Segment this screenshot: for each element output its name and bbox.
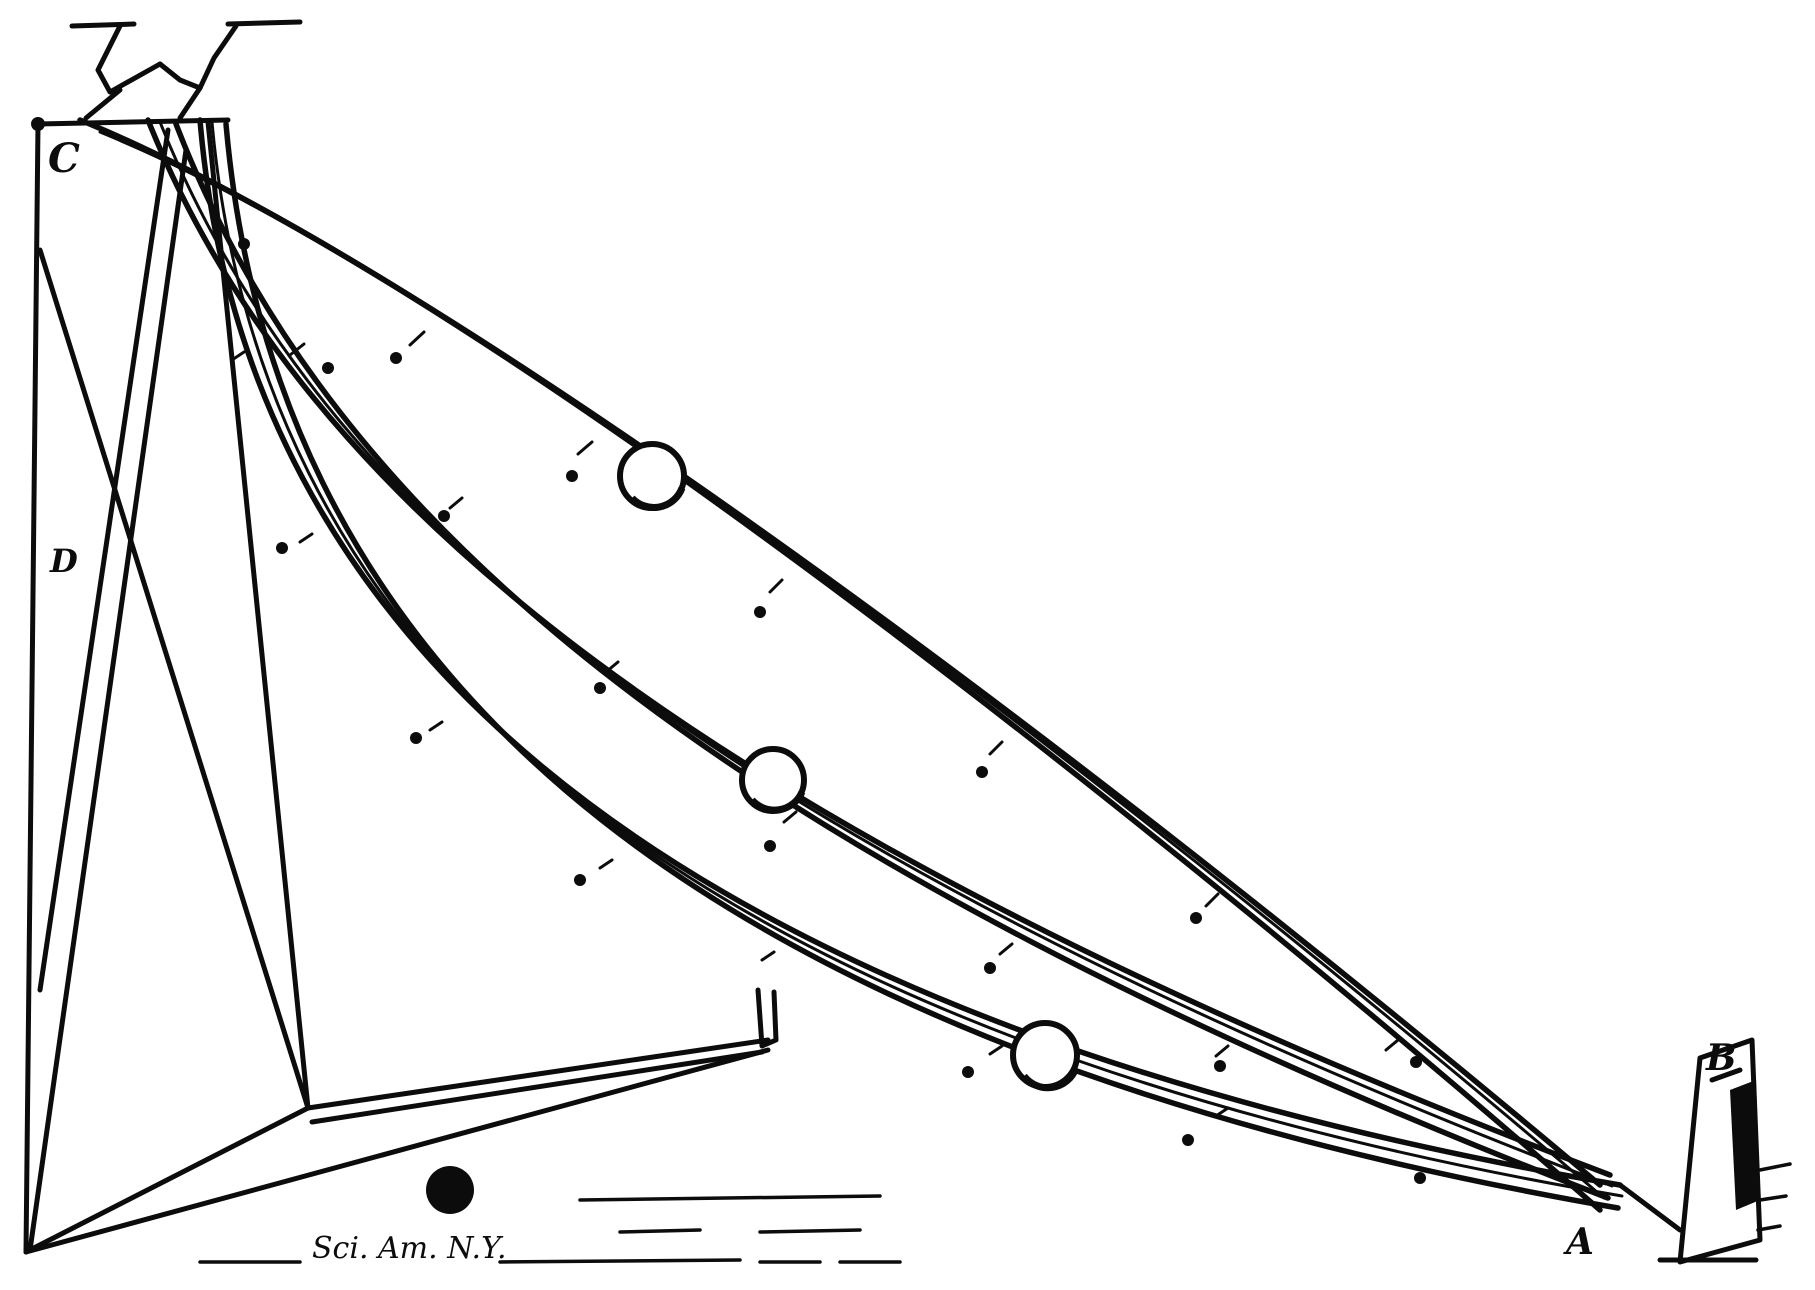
track-middle xyxy=(148,120,1612,1198)
engraver-signature: Sci. Am. N.Y. xyxy=(312,1231,507,1266)
pivot-knob xyxy=(31,117,45,131)
frame-base-strut-2 xyxy=(26,1050,768,1252)
end-stop xyxy=(1620,1040,1790,1262)
ball-on-cycloid-track xyxy=(1013,1023,1077,1088)
label-a: A xyxy=(1566,1221,1594,1263)
label-b: B xyxy=(1706,1037,1737,1079)
frame-base-strut-3 xyxy=(308,1040,768,1108)
track-straight xyxy=(80,120,1604,1210)
balls xyxy=(426,444,1077,1214)
frame-bracket xyxy=(758,990,776,1046)
frame-brace-2 xyxy=(30,150,186,1250)
ball-on-straight-track xyxy=(620,444,684,508)
ground-line xyxy=(200,1196,900,1262)
dropped-ball xyxy=(426,1166,474,1214)
ball-on-middle-track xyxy=(742,749,804,811)
label-c: C xyxy=(48,135,80,182)
frame-left-post xyxy=(26,124,38,1252)
frame-base-strut-1 xyxy=(26,1108,308,1252)
label-d: D xyxy=(50,542,78,580)
release-handle xyxy=(31,22,300,131)
